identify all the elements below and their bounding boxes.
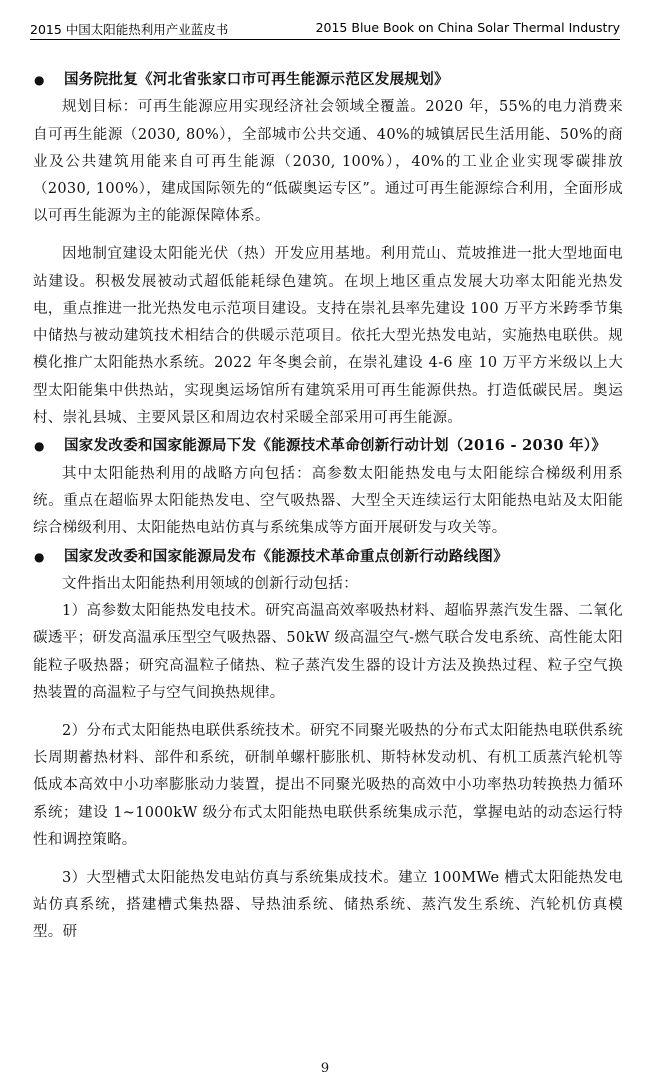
- bullet-icon: ●: [34, 549, 45, 564]
- body-paragraph: 因地制宜建设太阳能光伏（热）开发应用基地。利用荒山、荒坡推进一批大型地面电站建设。积极发展被动式超低能耗绿色建筑。在坝上地区重点发展大功率太阳能光热发电，重点推进一批光热发电示范项目建设。支持在崇礼县率先建设 100 万平方米跨季节集中储热与被动建筑技术相结合的供暖示范项目。依托大型光热发电站，实施热电联供。规模化推广太阳能热水系统。2022 年冬奥会前，在崇礼建设 4-6 座 10 万平方米级以上大型太阳能集中供热站，实现奥运场馆所有建筑采用可再生能源供热。打造低碳民居。奥运村、崇礼县城、主要风景区和周边农村采暖全部采用可再生能源。: [33, 246, 623, 427]
- body-paragraph: 1）高参数太阳能热发电技术。研究高温高效率吸热材料、超临界蒸汽发生器、二氧化碳透平；研发高温承压型空气吸热器、50kW 级高温空气-燃气联合发电系统、高性能太阳能粒子吸热器；研究高温粒子储热、粒子蒸汽发生器的设计方法及换热过程、粒子空气换热装置的高温粒子与空气间换热规律。: [33, 603, 623, 702]
- section-heading: [33, 543, 623, 571]
- bullet-icon: ●: [34, 439, 45, 454]
- bullet-icon: ●: [34, 73, 45, 87]
- body-paragraph: 2）分布式太阳能热电联供系统技术。研究不同聚光吸热的分布式太阳能热电联供系统长周期蓄热材料、部件和系统，研制单螺杆膨胀机、斯特林发动机、有机工质蒸汽轮机等低成本高效中小功率膨胀动力装置，提出不同聚光吸热的高效中小功率热功转换热力循环系统；建设 1~1000kW 级分布式太阳能热电联供系统集成示范，掌握电站的动态运行特性和调控策略。: [33, 722, 623, 849]
- section-heading: [33, 66, 623, 94]
- header-right-title: 2015 Blue Book on China Solar Thermal Industry: [315, 20, 620, 35]
- page-number: 9: [320, 1061, 330, 1076]
- header-left-title: 2015 中国太阳能热利用产业蓝皮书: [30, 22, 229, 37]
- body-paragraph: 文件指出太阳能热利用领域的创新行动包括：: [62, 575, 358, 592]
- body-paragraph: 其中太阳能热利用的战略方向包括：高参数太阳能热发电与太阳能综合梯级利用系统。重点在超临界太阳能热发电、空气吸热器、大型全天连续运行太阳能热电站及太阳能综合梯级利用、太阳能热电站仿真与系统集成等方面开展研发与攻关等。: [33, 465, 623, 537]
- section-heading: [33, 432, 623, 460]
- section-title: 国务院批复《河北省张家口市可再生能源示范区发展规划》: [64, 71, 449, 88]
- section-title: 国家发改委和国家能源局发布《能源技术革命重点创新行动路线图》: [64, 547, 508, 565]
- section-title: 国家发改委和国家能源局下发《能源技术革命创新行动计划（2016 - 2030 年）》: [64, 437, 607, 455]
- page-body: [33, 66, 623, 947]
- header-divider: [30, 39, 620, 40]
- body-paragraph: 3）大型槽式太阳能热发电站仿真与系统集成技术。建立 100MWe 槽式太阳能热发电站仿真系统，搭建槽式集热器、导热油系统、储热系统、蒸汽发生系统、汽轮机仿真模型。研: [33, 869, 623, 941]
- body-paragraph: 规划目标：可再生能源应用实现经济社会领域全覆盖。2020 年，55%的电力消费来自可再生能源（2030, 80%），全部城市公共交通、40%的城镇居民生活用能、50%的商业及公共建筑用能来自可再生能源（2030, 100%），40%的工业企业实现零碳排放（2030, 100%），建成国际领先的“低碳奥运专区”。通过可再生能源综合利用，全面形成以可再生能源为主的能源保障体系。: [33, 99, 623, 225]
- running-header: [30, 20, 620, 40]
